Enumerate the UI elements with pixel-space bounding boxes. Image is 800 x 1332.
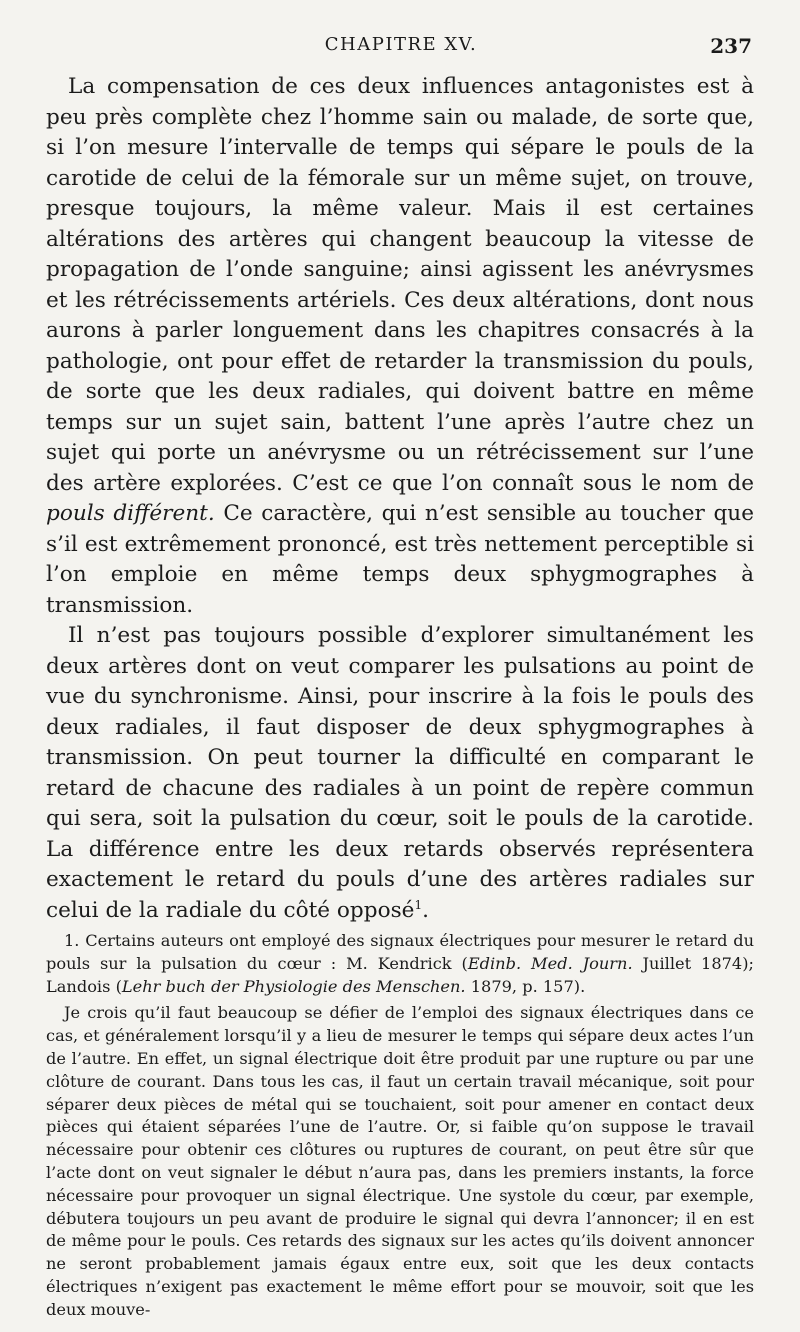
page-number: 237 [710,34,752,58]
footnote-ref-1: 1 [414,897,423,912]
term-pouls-different: pouls différent. [46,501,215,526]
paragraph-2 [46,621,754,926]
footnotes [46,930,754,1322]
footnote-1-text-a: 1. Certains auteurs ont employé des signaux électriques pour mesurer le retard du pouls sur la pulsation du cœur : M. Kendrick ( [46,931,754,973]
paragraph-1-text: La compensation de ces deux influences antagonistes est à peu près complète chez l’homme sain ou malade, de sorte que, si l’on mesure l’intervalle de temps qui sépare le pouls de la carotide de celui de la fémorale sur un même sujet, on trouve, presque toujours, la même valeur. Mais il est certaines altérations des artères qui changent beaucoup la vitesse de propagation de l’onde sanguine; ainsi agissent les anévrysmes et les rétrécissements artériels. Ces deux altérations, dont nous aurons à parler longuement dans les chapitres consacrés à la pathologie, ont pour effet de retarder la transmission du pouls, de sorte que les deux radiales, qui doivent battre en même temps sur un sujet sain, battent l’une après l’autre chez un sujet qui porte un anévrysme ou un rétrécissement sur l’une des artère explorées. C’est ce que l’on connaît sous le nom de [46,74,754,496]
footnote-1 [46,930,754,998]
paragraph-2-end: . [422,897,429,923]
footnote-1-source-1: Edinb. Med. Journ. [467,953,633,973]
paragraph-1-tail: Ce caractère, qui n’est sensible au toucher que s’il est extrêmement prononcé, est très nettement perceptible si l’on emploie en même temps deux sphygmographes à transmission. [46,501,754,618]
paragraph-1 [46,72,754,621]
footnote-1-text-b: Juillet 1874); Landois ( [46,953,754,996]
running-head [50,30,752,70]
footnote-1-text-c: 1879, p. 157). [465,976,586,996]
main-text [46,72,754,926]
footnote-1-continuation: Je crois qu’il faut beaucoup se défier de l’emploi des signaux électriques dans ce cas, et généralement lorsqu’il y a lieu de mesurer le temps qui sépare deux actes l’un de l’autre. En effet, un signal électrique doit être produit par une rupture ou par une clôture de courant. Dans tous les cas, il faut un certain travail mécanique, soit pour séparer deux pièces de métal qui se touchaient, soit pour amener en contact deux pièces qui étaient séparées l’une de l’autre. Or, si faible qu’on suppose le travail nécessaire pour obtenir ces clôtures ou ruptures de courant, on peut être sûr que l’acte dont on veut signaler le début n’aura pas, dans les premiers instants, la force nécessaire pour provoquer un signal électrique. Une systole du cœur, par exemple, débutera toujours un peu avant de produire le signal qui devra l’annoncer; il en est de même pour le pouls. Ces retards des signaux sur les actes qu’ils doivent annoncer ne seront probablement jamais égaux entre eux, soit que les deux contacts électriques n’exigent pas exactement le même effort pour se mouvoir, soit que les deux mouve- [46,1003,754,1319]
footnote-1-source-2: Lehr buch der Physiologie des Menschen. [121,976,466,996]
paragraph-2-text: Il n’est pas toujours possible d’explorer simultanément les deux artères dont on veut comparer les pulsations au point de vue du synchronisme. Ainsi, pour inscrire à la fois le pouls des deux radiales, il faut disposer de deux sphygmographes à transmission. On peut tourner la difficulté en comparant le retard de chacune des radiales à un point de repère commun qui sera, soit la pulsation du cœur, soit le pouls de la carotide. La différence entre les deux retards observés représentera exactement le retard du pouls d’une des artères radiales sur celui de la radiale du côté opposé [46,623,754,923]
chapter-heading: CHAPITRE XV. [324,34,478,55]
